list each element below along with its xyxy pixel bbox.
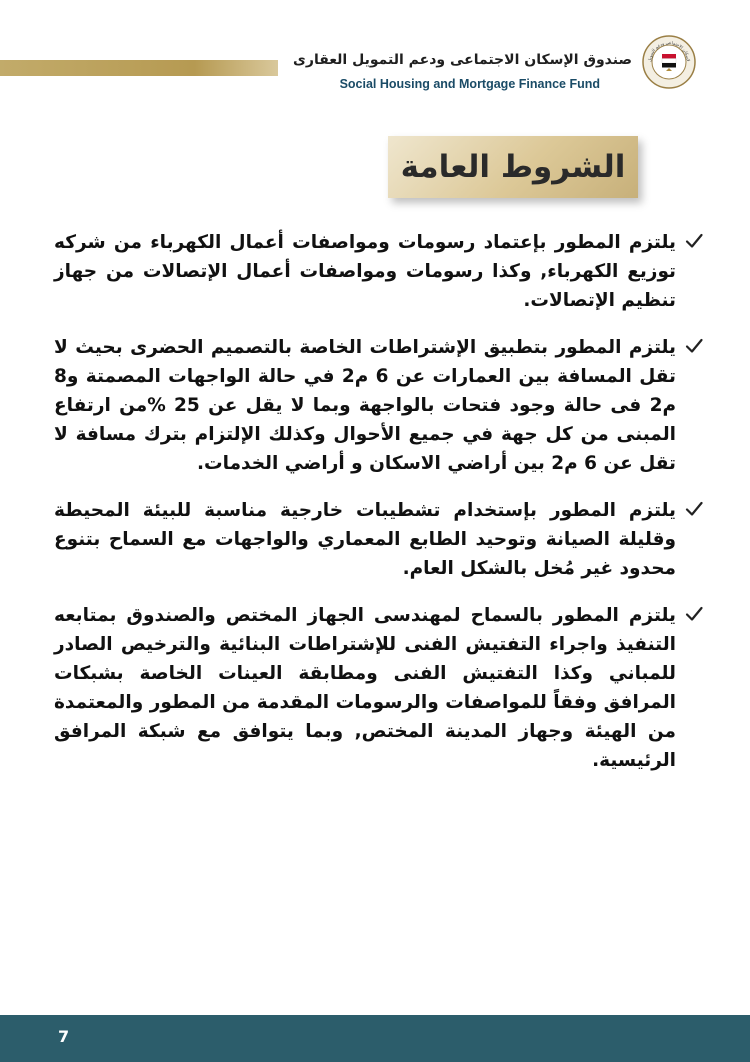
list-item-text: يلتزم المطور بالسماح لمهندسى الجهاز المختص والصندوق بمتابعه التنفيذ واجراء التفتيش الفنى للإشتراطات البنائية والترخيص الصادر للمباني وكذا التفتيش الفنى ومطابقة العينات الخاصة بشبكات المرافق وفقاً للمواصفات والرسومات المقدمة من المطور والمعتمدة من الهيئة وجهاز المدينة المختص, وبما يتوافق مع شبكة المرافق الرئيسية. [54, 605, 676, 771]
list-item-text: يلتزم المطور بتطبيق الإشتراطات الخاصة بالتصميم الحضرى بحيث لا تقل المسافة بين العمارات عن 6 م2 في حالة الواجهات المصمتة و8 م2 فى حالة وجود فتحات بالواجهة وبما لا يقل عن 25 %من ارتفاع المبنى من كل جهة في جميع الأحوال وكذلك الإلتزام بترك مسافة لا تقل عن 6 م2 بين أراضي الاسكان و أراضي الخدمات. [54, 337, 676, 474]
list-item-text: يلتزم المطور بإستخدام تشطيبات خارجية مناسبة للبيئة المحيطة وقليلة الصيانة وتوحيد الطابع المعماري والواجهات مع السماح بتنوع محدود غير مُخل بالشكل العام. [54, 500, 676, 579]
checkmark-icon [684, 231, 704, 251]
list-item [54, 496, 704, 583]
list-item-text: يلتزم المطور بإعتماد رسومات ومواصفات أعمال الكهرباء من شركه توزيع الكهرباء, وكذا رسومات ومواصفات أعمال الإتصالات من جهاز تنظيم الإتصالات. [54, 232, 676, 311]
list-item [54, 333, 704, 478]
section-title-box [388, 136, 638, 198]
section-title: الشروط العامة [400, 149, 626, 185]
page-number: 7 [58, 1027, 70, 1046]
conditions-list [54, 228, 704, 793]
checkmark-icon [684, 499, 704, 519]
header-gold-bar [0, 60, 278, 76]
list-item [54, 228, 704, 315]
fund-seal-logo [642, 35, 696, 89]
list-item [54, 601, 704, 775]
org-name-english: Social Housing and Mortgage Finance Fund [339, 77, 600, 91]
checkmark-icon [684, 604, 704, 624]
page-header [0, 0, 750, 100]
org-name-arabic: صندوق الإسكان الاجتماعى ودعم التمويل العقارى [293, 52, 632, 68]
page-footer [0, 1015, 750, 1062]
seal-lettering: لإسكان الاجتماعي ودعم التمويل [646, 39, 692, 63]
checkmark-icon [684, 336, 704, 356]
